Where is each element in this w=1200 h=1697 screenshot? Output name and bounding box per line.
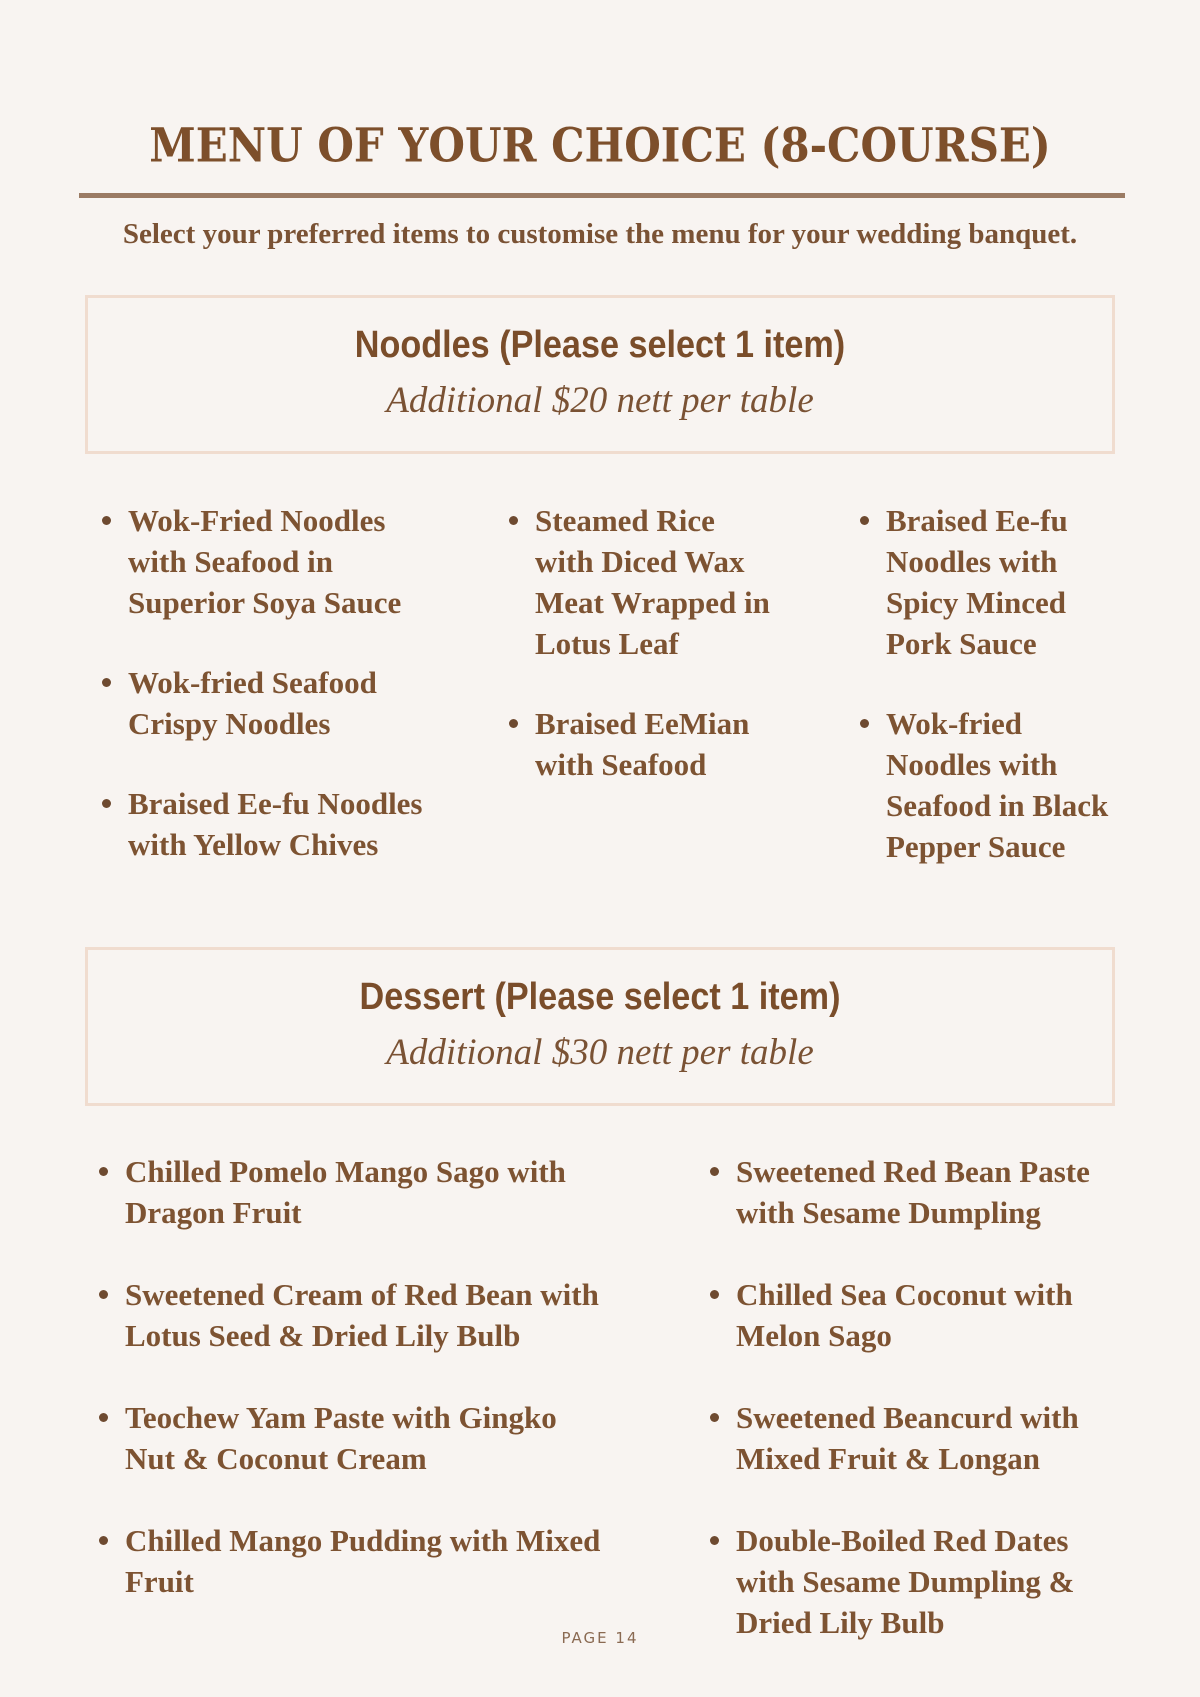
dessert-option: Sweetened Cream of Red Bean with Lotus Seed & Dried Lily Bulb [91, 1274, 611, 1356]
dessert-option: Teochew Yam Paste with Gingko Nut & Coconut Cream [91, 1397, 611, 1479]
dessert-option: Sweetened Red Bean Paste with Sesame Dumpling [702, 1151, 1122, 1233]
noodle-option: Wok-Fried Noodles with Seafood in Superior Soya Sauce [94, 500, 424, 623]
dessert-option: Chilled Sea Coconut with Melon Sago [702, 1274, 1122, 1356]
noodles-column-1 [94, 500, 424, 904]
dessert-section-header [85, 947, 1115, 1106]
noodles-column-3 [852, 500, 1122, 906]
noodles-section-header [85, 295, 1115, 454]
noodle-option: Wok-fried Noodles with Seafood in Black Pepper Sauce [852, 703, 1122, 867]
dessert-option: Sweetened Beancurd with Mixed Fruit & Longan [702, 1397, 1122, 1479]
noodle-option: Wok-fried Seafood Crispy Noodles [94, 662, 424, 744]
dessert-option: Double-Boiled Red Dates with Sesame Dumpling & Dried Lily Bulb [702, 1520, 1122, 1643]
noodles-heading: Noodles (Please select 1 item) [354, 324, 846, 366]
title-divider [79, 193, 1125, 198]
noodles-price-note: Additional $20 nett per table [386, 380, 814, 421]
dessert-option: Chilled Pomelo Mango Sago with Dragon Fruit [91, 1151, 611, 1233]
page-title: MENU OF YOUR CHOICE (8-COURSE) [149, 118, 1051, 173]
noodle-option: Steamed Rice with Diced Wax Meat Wrapped in Lotus Leaf [501, 500, 771, 664]
noodle-option: Braised Ee-fu Noodles with Yellow Chives [94, 783, 424, 865]
noodle-option: Braised EeMian with Seafood [501, 703, 771, 785]
dessert-column-1 [91, 1151, 611, 1643]
page-subtitle: Select your preferred items to customise the menu for your wedding banquet. [122, 218, 1078, 250]
noodles-column-2 [501, 500, 771, 824]
dessert-column-2 [702, 1151, 1122, 1684]
dessert-option: Chilled Mango Pudding with Mixed Fruit [91, 1520, 611, 1602]
dessert-price-note: Additional $30 nett per table [386, 1032, 814, 1073]
dessert-heading: Dessert (Please select 1 item) [359, 976, 841, 1018]
page-number: PAGE 14 [561, 1629, 639, 1647]
noodle-option: Braised Ee-fu Noodles with Spicy Minced Pork Sauce [852, 500, 1122, 664]
